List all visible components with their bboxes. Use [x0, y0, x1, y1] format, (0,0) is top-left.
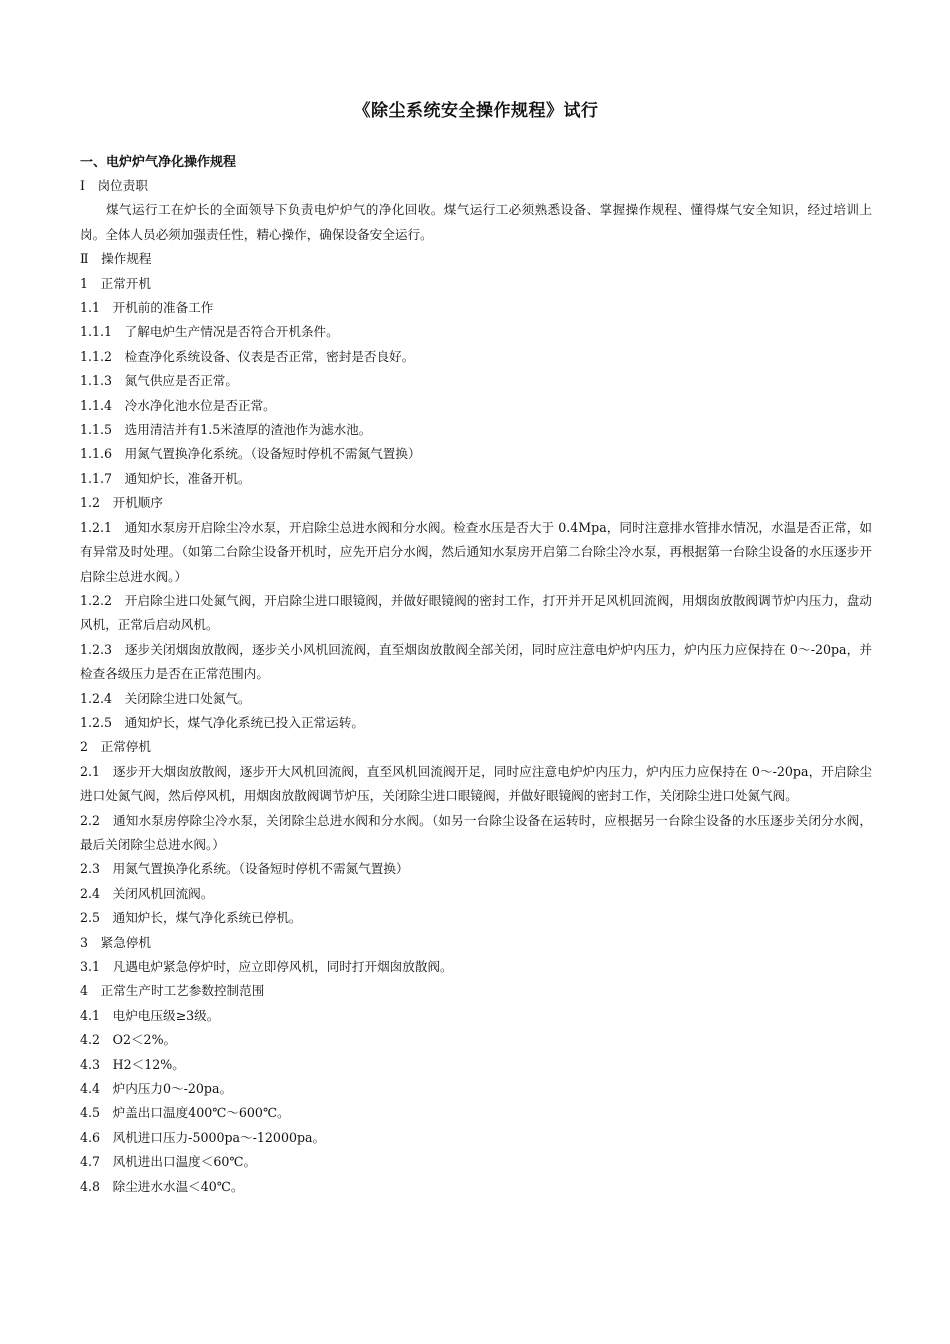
document-body — [80, 174, 872, 1199]
body-line: 1.2.5 通知炉长，煤气净化系统已投入正常运转。 — [80, 714, 364, 730]
body-line: 1.2.4 关闭除尘进口处氮气。 — [80, 690, 251, 706]
body-paragraph: 2.1 逐步开大烟囱放散阀，逐步开大风机回流阀，直至风机回流阀开足，同时应注意电炉炉内压力，炉内压力应保持在 0～-20pa，开启除尘进口处氮气阀，然后停风机，用烟囱放散阀调节炉压，关闭除尘进口眼镜阀，并做好眼镜阀的密封工作，关闭除尘进口处氮气阀。 — [80, 763, 872, 804]
body-line: 4 正常生产时工艺参数控制范围 — [80, 983, 265, 999]
body-line: 2 正常停机 — [80, 739, 151, 755]
body-line: 2.3 用氮气置换净化系统。（设备短时停机不需氮气置换） — [80, 861, 409, 877]
body-line: Ⅱ 操作规程 — [80, 251, 152, 267]
body-line: 3 紧急停机 — [80, 934, 151, 950]
body-paragraph: 煤气运行工在炉长的全面领导下负责电炉炉气的净化回收。煤气运行工必须熟悉设备、掌握操作规程、懂得煤气安全知识，经过培训上岗。全体人员必须加强责任性，精心操作，确保设备安全运行。 — [80, 202, 872, 242]
body-line: 1.1 开机前的准备工作 — [80, 300, 214, 316]
body-line: 4.8 除尘进水水温＜40℃。 — [80, 1178, 244, 1194]
body-line: 4.7 风机进出口温度＜60℃。 — [80, 1154, 257, 1170]
body-line: 4.3 H2＜12%。 — [80, 1056, 185, 1072]
body-line: 1.1.3 氮气供应是否正常。 — [80, 373, 238, 389]
document-title: 《除尘系统安全操作规程》试行 — [353, 101, 599, 121]
body-line: 4.5 炉盖出口温度400℃～600℃。 — [80, 1105, 290, 1121]
body-line: 1.2 开机顺序 — [80, 495, 163, 511]
body-line: 3.1 凡遇电炉紧急停炉时，应立即停风机，同时打开烟囱放散阀。 — [80, 959, 453, 974]
body-line: 1.1.4 冷水净化池水位是否正常。 — [80, 397, 276, 413]
body-line: 4.1 电炉电压级≥3级。 — [80, 1007, 220, 1023]
body-paragraph: 1.2.2 开启除尘进口处氮气阀，开启除尘进口眼镜阀，并做好眼镜阀的密封工作，打开并开足风机回流阀，用烟囱放散阀调节炉内压力，盘动风机，正常后启动风机。 — [80, 592, 872, 633]
body-paragraph: 1.2.1 通知水泵房开启除尘冷水泵，开启除尘总进水阀和分水阀。检查水压是否大于 0.4Mpa，同时注意排水管排水情况，水温是否正常，如有异常及时处理。（如第二台除尘设备开机时，应先开启分水阀，然后通知水泵房开启第二台除尘冷水泵，再根据第一台除尘设备的水压逐步开启除尘总进水阀。） — [80, 519, 872, 584]
body-paragraph: 1.2.3 逐步关闭烟囱放散阀，逐步关小风机回流阀，直至烟囱放散阀全部关闭，同时应注意电炉炉内压力，炉内压力应保持在 0～-20pa，并检查各级压力是否在正常范围内。 — [80, 641, 872, 682]
body-paragraph: 2.2 通知水泵房停除尘冷水泵，关闭除尘总进水阀和分水阀。（如另一台除尘设备在运转时，应根据另一台除尘设备的水压逐步关闭分水阀，最后关闭除尘总进水阀。） — [80, 812, 872, 852]
body-line: 1.1.2 检查净化系统设备、仪表是否正常，密封是否良好。 — [80, 348, 415, 364]
body-line: 4.6 风机进口压力-5000pa～-12000pa。 — [80, 1129, 326, 1145]
body-line: 4.4 炉内压力0～-20pa。 — [80, 1081, 233, 1097]
body-line: 1.1.1 了解电炉生产情况是否符合开机条件。 — [80, 324, 339, 340]
body-line: 2.5 通知炉长，煤气净化系统已停机。 — [80, 910, 302, 926]
body-line: Ⅰ 岗位责职 — [80, 178, 148, 193]
body-line: 1.1.6 用氮气置换净化系统。（设备短时停机不需氮气置换） — [80, 446, 421, 462]
body-line: 1.1.7 通知炉长，准备开机。 — [80, 470, 251, 486]
body-line: 1 正常开机 — [80, 275, 151, 291]
body-line: 4.2 O2＜2%。 — [80, 1032, 177, 1048]
section-heading: 一、电炉炉气净化操作规程 — [80, 155, 237, 170]
body-line: 2.4 关闭风机回流阀。 — [80, 885, 214, 901]
body-line: 1.1.5 选用清洁并有1.5米渣厚的渣池作为滤水池。 — [80, 422, 372, 438]
